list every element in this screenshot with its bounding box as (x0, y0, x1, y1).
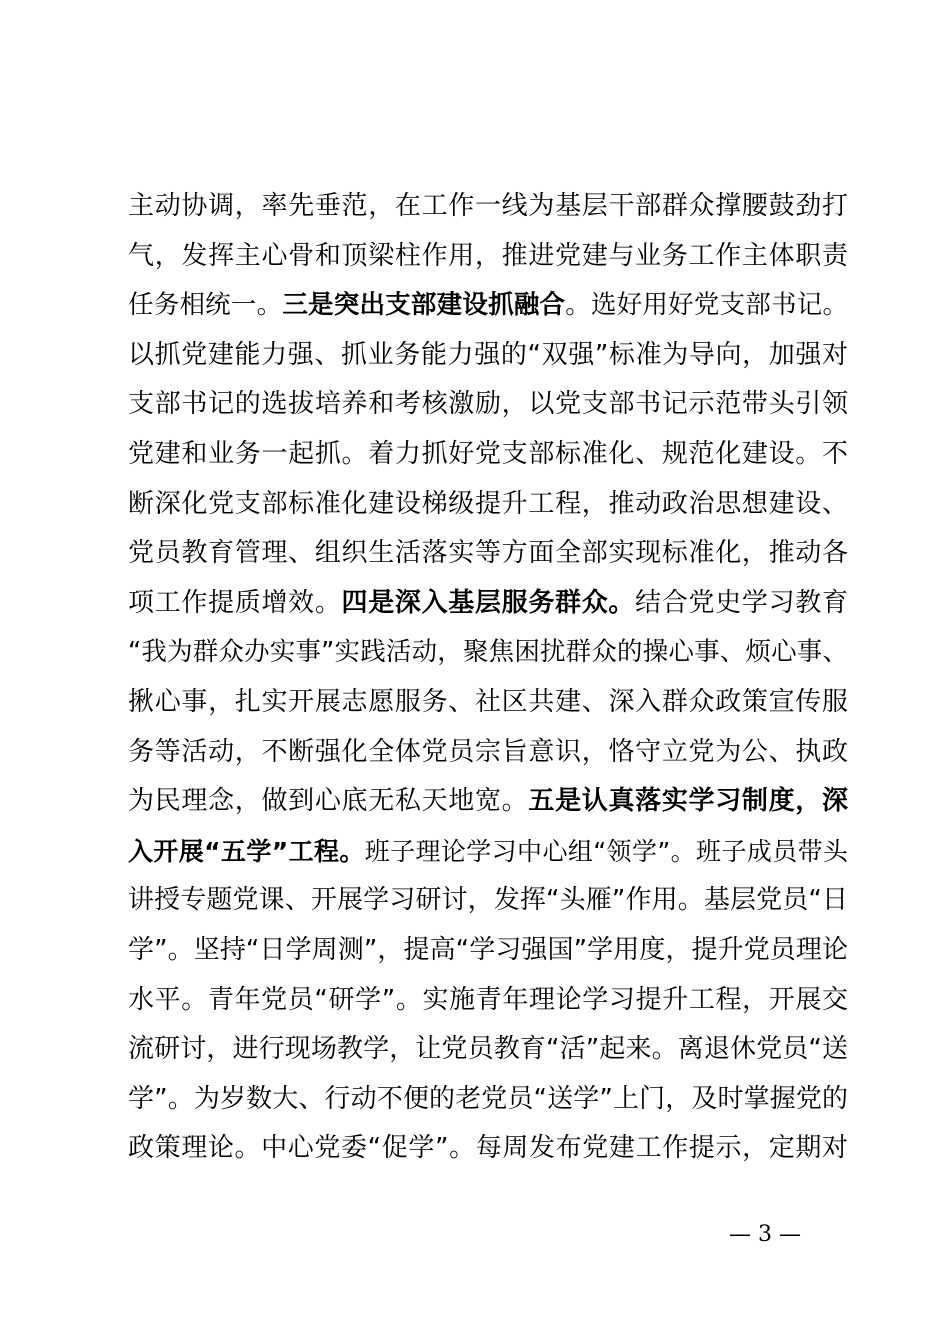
body-text (128, 182, 848, 1174)
body-text-segment: 主动协调，率先垂范，在工作一线为基层干部群众撑腰鼓劲打 (128, 191, 848, 221)
body-text-segment: 政策理论。中心党委“促学”。每周发布党建工作提示，定期对 (128, 1133, 848, 1164)
bold-heading-text: 三是突出支部建设抓融合 (282, 290, 566, 321)
body-text-segment: 项工作提质增效。 (128, 587, 342, 618)
text-line (128, 976, 848, 1026)
text-line (128, 579, 848, 629)
text-line (128, 827, 848, 877)
text-line (128, 728, 848, 778)
body-text-segment: 气，发挥主心骨和顶梁柱作用，推进党建与业务工作主体职责 (128, 240, 848, 271)
text-line (128, 1124, 848, 1174)
text-line (128, 777, 848, 827)
body-text-segment: “我为群众办实事”实践活动，聚焦困扰群众的操心事、烦心事、 (128, 637, 848, 668)
body-text-segment: 揪心事，扎实开展志愿服务、社区共建、深入群众政策宣传服 (128, 686, 848, 717)
text-line (128, 182, 848, 232)
body-text-segment: 党员教育管理、组织生活落实等方面全部实现标准化，推动各 (128, 538, 848, 569)
body-text-segment: 断深化党支部标准化建设梯级提升工程，推动政治思想建设、 (128, 488, 848, 519)
body-text-segment: 党建和业务一起抓。着力抓好党支部标准化、规范化建设。不 (128, 438, 848, 469)
body-text-segment: 支部书记的选拔培养和考核激励，以党支部书记示范带头引领 (128, 389, 848, 420)
body-text-segment: 。选好用好党支部书记。 (565, 290, 848, 321)
text-line (128, 430, 848, 480)
body-text-segment: 讲授专题党课、开展学习研讨，发挥“头雁”作用。基层党员“日 (128, 885, 848, 916)
body-text-segment: 学”。坚持“日学周测”，提高“学习强国”学用度，提升党员理论 (128, 934, 848, 965)
text-line (128, 926, 848, 976)
body-text-segment: 务等活动，不断强化全体党员宗旨意识，恪守立党为公、执政 (128, 736, 848, 767)
body-text-segment: 流研讨，进行现场教学，让党员教育“活”起来。离退休党员“送 (128, 1034, 848, 1065)
text-line (128, 480, 848, 530)
bold-heading-text: 四是深入基层服务群众。 (341, 587, 636, 618)
text-line (128, 628, 848, 678)
page-number: — 3 — (729, 1222, 801, 1247)
bold-heading-text: 五是认真落实学习制度，深 (528, 786, 848, 817)
body-text-segment: 学”。为岁数大、行动不便的老党员“送学”上门，及时掌握党的 (128, 1083, 848, 1114)
body-text-segment: 以抓党建能力强、抓业务能力强的“双强”标准为导向，加强对 (128, 339, 848, 370)
body-text-segment: 水平。青年党员“研学”。实施青年理论学习提升工程，开展交 (128, 984, 848, 1015)
body-text-segment: 为民理念，做到心底无私天地宽。 (128, 786, 529, 817)
text-line (128, 331, 848, 381)
text-line (128, 232, 848, 282)
text-line (128, 876, 848, 926)
text-line (128, 529, 848, 579)
body-text-segment: 任务相统一。 (128, 290, 283, 321)
text-line (128, 1075, 848, 1125)
text-line (128, 1025, 848, 1075)
body-text-segment: 班子理论学习中心组“领学”。班子成员带头 (364, 836, 848, 866)
text-line (128, 678, 848, 728)
body-text-segment: 结合党史学习教育 (635, 587, 848, 618)
text-line (128, 380, 848, 430)
bold-heading-text: 入开展“五学”工程。 (128, 836, 365, 866)
text-line (128, 281, 848, 331)
